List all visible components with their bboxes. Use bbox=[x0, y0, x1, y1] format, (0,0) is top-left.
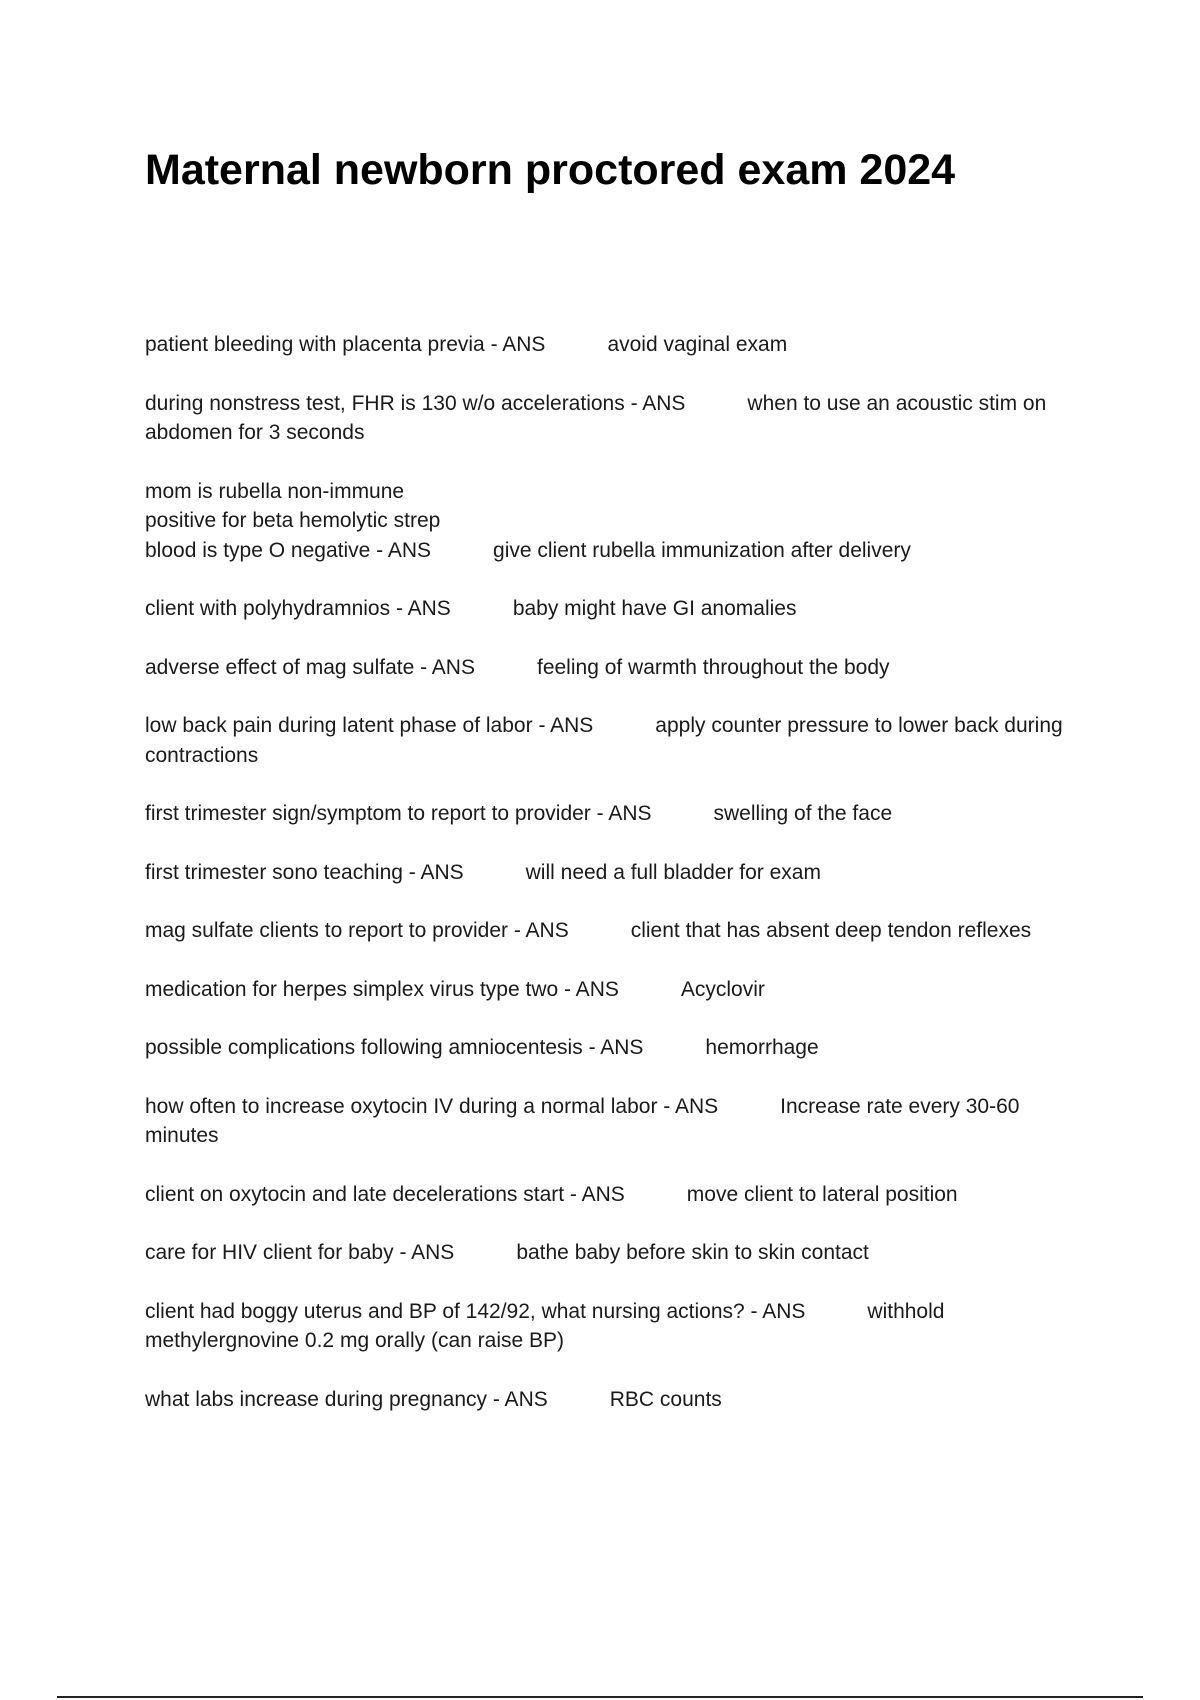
answer-text: feeling of warmth throughout the body bbox=[536, 655, 890, 679]
answer-text: swelling of the face bbox=[713, 802, 893, 825]
qa-item bbox=[145, 330, 1090, 360]
answer-separator: - ANS bbox=[588, 1036, 644, 1059]
answer-text: Increase rate every 30-60 minutes bbox=[145, 1094, 1020, 1147]
qa-item bbox=[145, 1092, 1090, 1151]
answer-text: withhold methylergnovine 0.2 mg orally (can raise BP) bbox=[145, 1299, 945, 1352]
qa-item bbox=[145, 389, 1090, 448]
answer-separator: - ANS bbox=[408, 860, 464, 884]
answer-separator: - ANS bbox=[492, 1387, 548, 1411]
qa-item bbox=[145, 1385, 1090, 1415]
qa-item bbox=[145, 858, 1090, 888]
answer-separator: - ANS bbox=[630, 391, 686, 415]
page-title: Maternal newborn proctored exam 2024 bbox=[145, 146, 956, 194]
qa-item bbox=[145, 916, 1090, 946]
answer-text: give client rubella immunization after delivery bbox=[493, 538, 911, 562]
answer-separator: - ANS bbox=[513, 919, 569, 942]
qa-item bbox=[145, 594, 1090, 624]
question-text: during nonstress test, FHR is 130 w/o accelerations bbox=[145, 391, 625, 415]
question-text: first trimester sign/symptom to report to provider bbox=[145, 802, 591, 825]
answer-text: when to use an acoustic stim on abdomen for 3 seconds bbox=[145, 391, 1047, 444]
footer-divider bbox=[57, 1696, 1143, 1698]
qa-item bbox=[145, 1297, 1090, 1356]
question-text: what labs increase during pregnancy bbox=[145, 1387, 488, 1411]
answer-separator: - ANS bbox=[596, 802, 652, 825]
question-text: mom is rubella non-immune positive for beta hemolytic strep blood is type O negative bbox=[145, 479, 441, 562]
answer-text: avoid vaginal exam bbox=[607, 333, 788, 356]
answer-text: hemorrhage bbox=[705, 1036, 819, 1059]
answer-separator: - ANS bbox=[395, 597, 451, 620]
answer-separator: - ANS bbox=[420, 655, 475, 679]
answer-text: baby might have GI anomalies bbox=[512, 597, 797, 620]
question-text: care for HIV client for baby bbox=[145, 1241, 394, 1264]
qa-list bbox=[145, 330, 1090, 1443]
answer-separator: - ANS bbox=[564, 977, 619, 1001]
question-text: client had boggy uterus and BP of 142/92, what nursing actions? bbox=[145, 1299, 745, 1323]
qa-item bbox=[145, 1033, 1090, 1063]
answer-text: will need a full bladder for exam bbox=[525, 860, 821, 884]
answer-separator: - ANS bbox=[569, 1182, 625, 1206]
answer-text: RBC counts bbox=[609, 1387, 722, 1411]
answer-separator: - ANS bbox=[399, 1241, 455, 1264]
qa-item bbox=[145, 1180, 1090, 1210]
answer-text: bathe baby before skin to skin contact bbox=[516, 1241, 869, 1264]
qa-item bbox=[145, 653, 1090, 683]
qa-item bbox=[145, 477, 1090, 566]
question-text: medication for herpes simplex virus type two bbox=[145, 977, 559, 1001]
question-text: client with polyhydramnios bbox=[145, 597, 391, 620]
question-text: low back pain during latent phase of labor bbox=[145, 714, 533, 737]
question-text: how often to increase oxytocin IV during a normal labor bbox=[145, 1094, 658, 1118]
answer-separator: - ANS bbox=[376, 538, 432, 562]
answer-text: client that has absent deep tendon reflexes bbox=[630, 919, 1032, 942]
answer-text: Acyclovir bbox=[680, 977, 765, 1001]
question-text: possible complications following amniocentesis bbox=[145, 1036, 583, 1059]
answer-text: move client to lateral position bbox=[686, 1182, 958, 1206]
question-text: client on oxytocin and late decelerations start bbox=[145, 1182, 565, 1206]
qa-item bbox=[145, 975, 1090, 1005]
qa-item bbox=[145, 711, 1090, 770]
answer-separator: - ANS bbox=[750, 1299, 806, 1323]
question-text: mag sulfate clients to report to provider bbox=[145, 919, 509, 942]
answer-separator: - ANS bbox=[663, 1094, 719, 1118]
qa-item bbox=[145, 799, 1090, 829]
question-text: patient bleeding with placenta previa bbox=[145, 333, 485, 356]
question-text: adverse effect of mag sulfate bbox=[145, 655, 415, 679]
question-text: first trimester sono teaching bbox=[145, 860, 403, 884]
answer-text: apply counter pressure to lower back during contractions bbox=[145, 714, 1063, 767]
answer-separator: - ANS bbox=[490, 333, 546, 356]
qa-item bbox=[145, 1238, 1090, 1268]
answer-separator: - ANS bbox=[538, 714, 594, 737]
